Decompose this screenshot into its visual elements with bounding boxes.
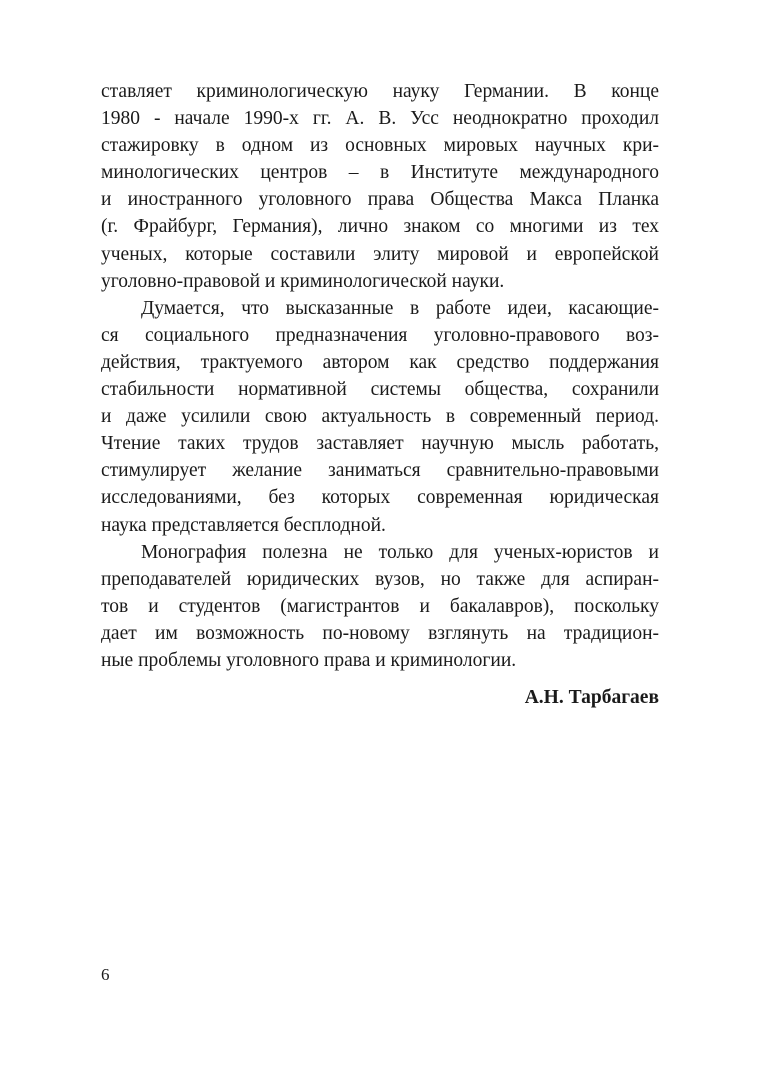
text-line: минологических центров – в Институте международного [101,162,659,184]
text-line: Думается, что высказанные в работе идеи, касающие- [141,297,659,319]
page-number: 6 [101,965,110,984]
paragraph-3 [101,539,659,674]
text-line: дает им возможность по-новому взглянуть на традицион- [101,622,659,644]
text-line: стабильности нормативной системы общества, сохранили [101,379,659,401]
text-line: (г. Фрайбург, Германия), лично знаком со многими из тех [101,216,659,238]
paragraph-2 [101,295,659,539]
text-line: ученых, которые составили элиту мировой и европейской [101,243,659,265]
paragraph-1 [101,78,659,295]
author-signature: А.Н. Тарбагаев [524,687,659,708]
text-line: и иностранного уголовного права Общества Макса Планка [101,189,659,211]
text-line: уголовно-правовой и криминологической науки. [101,270,505,292]
text-line: и даже усилили свою актуальность в современный период. [101,406,659,428]
text-line: Монография полезна не только для ученых-юристов и [141,541,659,563]
text-line: Чтение таких трудов заставляет научную мысль работать, [101,433,659,455]
text-line: стажировку в одном из основных мировых научных кри- [101,135,659,157]
text-line: 1980 - начале 1990-х гг. А. В. Усс неоднократно проходил [101,108,659,130]
text-line: преподавателей юридических вузов, но также для аспиран- [101,568,659,590]
text-line: исследованиями, без которых современная юридическая [101,487,659,509]
text-line: действия, трактуемого автором как средство поддержания [101,351,659,373]
body-text [101,78,659,674]
text-line: стимулирует желание заниматься сравнительно-правовыми [101,460,659,482]
text-line: ся социального предназначения уголовно-правового воз- [101,324,659,346]
text-line: наука представляется бесплодной. [101,514,386,536]
text-line: ставляет криминологическую науку Германии. В конце [101,81,659,102]
text-line: ные проблемы уголовного права и криминологии. [101,649,517,671]
text-line: тов и студентов (магистрантов и бакалавров), поскольку [101,595,659,617]
